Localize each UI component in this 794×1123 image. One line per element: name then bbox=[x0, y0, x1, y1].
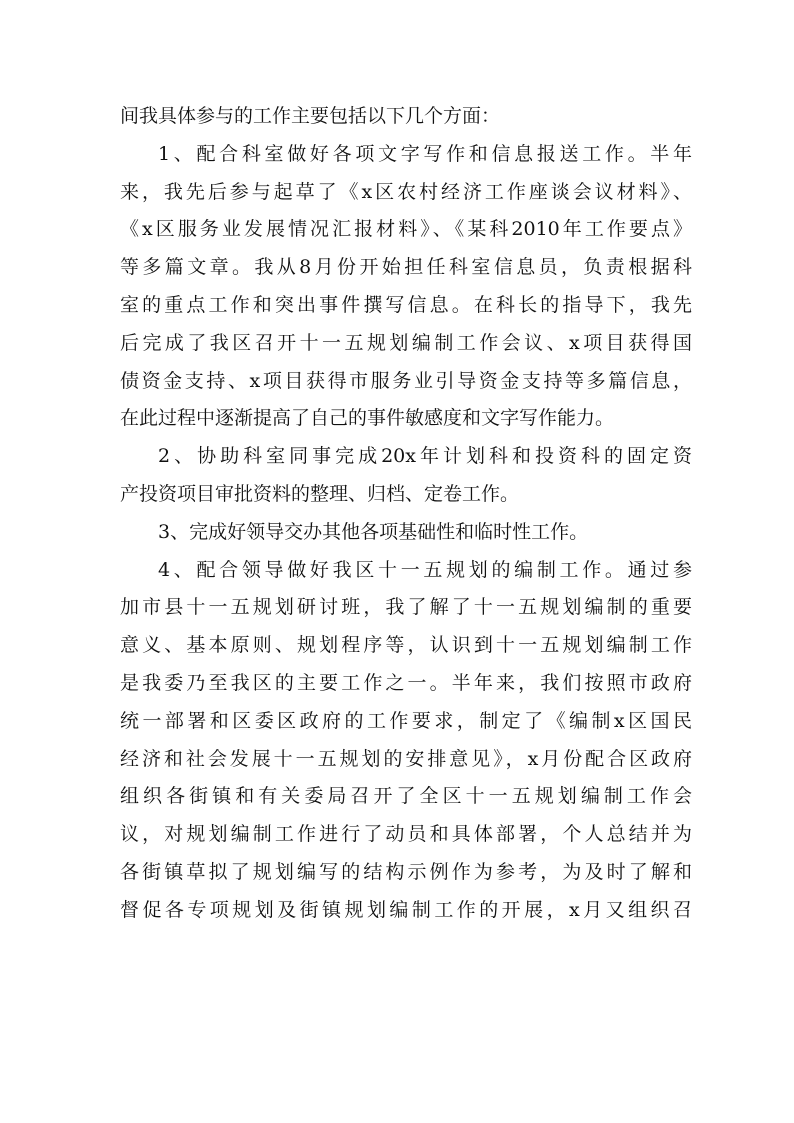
text-line: 产投资项目审批资料的整理、归档、定卷工作。 bbox=[120, 482, 520, 505]
text-line: 4、配合领导做好我区十一五规划的编制工作。通过参 bbox=[158, 558, 692, 581]
text-line: 加市县十一五规划研讨班，我了解了十一五规划编制的重要 bbox=[120, 596, 692, 619]
text-line: 是我委乃至我区的主要工作之一。半年来，我们按照市政府 bbox=[120, 671, 692, 694]
text-line: 等多篇文章。我从8月份开始担任科室信息员，负责根据科 bbox=[120, 256, 692, 279]
text-line: 经济和社会发展十一五规划的安排意见》，x月份配合区政府 bbox=[120, 747, 692, 770]
text-line: 1、配合科室做好各项文字写作和信息报送工作。半年 bbox=[158, 142, 692, 165]
text-line: 来，我先后参与起草了《x区农村经济工作座谈会议材料》、 bbox=[120, 180, 692, 203]
text-line: 在此过程中逐渐提高了自己的事件敏感度和文字写作能力。 bbox=[120, 407, 615, 430]
text-line: 各街镇草拟了规划编写的结构示例作为参考，为及时了解和 bbox=[120, 860, 692, 883]
text-line: 议，对规划编制工作进行了动员和具体部署，个人总结并为 bbox=[120, 823, 692, 846]
text-line: 间我具体参与的工作主要包括以下几个方面： bbox=[120, 105, 501, 127]
body-text bbox=[120, 98, 692, 930]
text-line: 室的重点工作和突出事件撰写信息。在科长的指导下，我先 bbox=[120, 293, 692, 316]
text-line: 3、完成好领导交办其他各项基础性和临时性工作。 bbox=[158, 520, 589, 543]
text-line: 意义、基本原则、规划程序等，认识到十一五规划编制工作 bbox=[120, 634, 692, 657]
text-line: 组织各街镇和有关委局召开了全区十一五规划编制工作会 bbox=[120, 785, 692, 808]
text-line: 统一部署和区委区政府的工作要求，制定了《编制x区国民 bbox=[120, 709, 692, 732]
text-line: 后完成了我区召开十一五规划编制工作会议、x项目获得国 bbox=[120, 331, 692, 354]
text-line: 《x区服务业发展情况汇报材料》、《某科2010年工作要点》 bbox=[120, 218, 692, 241]
text-line: 督促各专项规划及街镇规划编制工作的开展，x月又组织召 bbox=[120, 898, 692, 921]
text-line: 债资金支持、x项目获得市服务业引导资金支持等多篇信息， bbox=[120, 369, 692, 392]
text-line: 2、协助科室同事完成20x年计划科和投资科的固定资 bbox=[158, 445, 692, 468]
